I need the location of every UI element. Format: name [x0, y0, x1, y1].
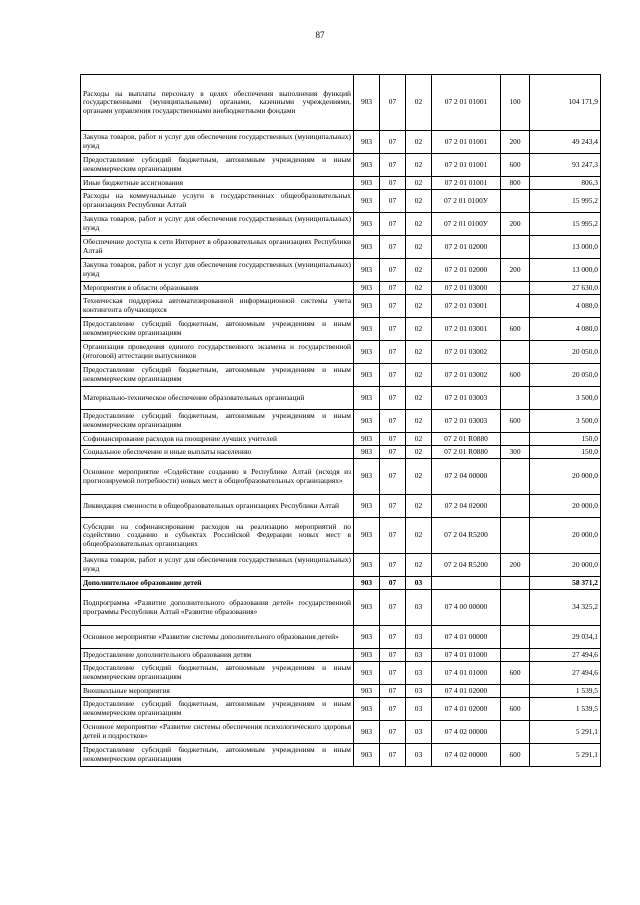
row-ministry-code: 903	[354, 236, 380, 259]
row-target-code: 07 2 01 03003	[432, 387, 501, 410]
row-section-code: 07	[380, 236, 406, 259]
row-expense-type-code	[501, 649, 530, 662]
row-sum: 13 000,0	[530, 259, 601, 282]
row-section-code: 07	[380, 410, 406, 433]
row-sum: 20 050,0	[530, 341, 601, 364]
row-expense-type-code	[501, 590, 530, 626]
row-target-code: 07 2 01 03002	[432, 341, 501, 364]
row-subsection-code: 03	[406, 685, 432, 698]
row-target-code: 07 2 01 01001	[432, 131, 501, 154]
row-subsection-code: 02	[406, 282, 432, 295]
table-row	[81, 649, 601, 662]
row-subsection-code: 02	[406, 459, 432, 495]
row-sum: 104 171,9	[530, 75, 601, 131]
row-expense-type-code: 200	[501, 259, 530, 282]
row-name: Основное мероприятие «Содействие созданию в Республике Алтай (исходя из прогнозируемой потребности) новых мест в общеобразовательных организациях»	[81, 459, 354, 495]
table-row	[81, 213, 601, 236]
row-sum: 1 539,5	[530, 698, 601, 721]
row-target-code: 07 2 01 03002	[432, 364, 501, 387]
row-target-code: 07 2 01 03003	[432, 410, 501, 433]
row-section-code: 07	[380, 446, 406, 459]
row-sum: 27 494,6	[530, 649, 601, 662]
row-subsection-code: 02	[406, 518, 432, 554]
row-section-code: 07	[380, 433, 406, 446]
row-section-code: 07	[380, 131, 406, 154]
table-row	[81, 554, 601, 577]
table-row	[81, 459, 601, 495]
row-name: Предоставление субсидий бюджетным, автономным учреждениям и иным некоммерческим организациям	[81, 154, 354, 177]
table-row	[81, 698, 601, 721]
row-expense-type-code: 600	[501, 744, 530, 767]
row-ministry-code: 903	[354, 131, 380, 154]
row-sum: 58 371,2	[530, 577, 601, 590]
row-section-code: 07	[380, 577, 406, 590]
row-sum: 93 247,3	[530, 154, 601, 177]
row-section-code: 07	[380, 662, 406, 685]
table-row	[81, 685, 601, 698]
row-expense-type-code: 200	[501, 554, 530, 577]
row-target-code: 07 4 01 02000	[432, 685, 501, 698]
row-sum: 5 291,1	[530, 744, 601, 767]
row-name: Предоставление дополнительного образования детям	[81, 649, 354, 662]
row-name: Расходы на коммунальные услуги в государственных общеобразовательных организациях Республики Алтай	[81, 190, 354, 213]
row-section-code: 07	[380, 190, 406, 213]
row-section-code: 07	[380, 698, 406, 721]
row-ministry-code: 903	[354, 177, 380, 190]
row-name: Предоставление субсидий бюджетным, автономным учреждениям и иным некоммерческим организациям	[81, 410, 354, 433]
row-ministry-code: 903	[354, 518, 380, 554]
row-section-code: 07	[380, 518, 406, 554]
row-name: Софинансирование расходов на поощрение лучших учителей	[81, 433, 354, 446]
row-ministry-code: 903	[354, 154, 380, 177]
row-name: Предоставление субсидий бюджетным, автономным учреждениям и иным некоммерческим организациям	[81, 698, 354, 721]
row-ministry-code: 903	[354, 744, 380, 767]
row-name: Социальное обеспечение и иные выплаты населению	[81, 446, 354, 459]
row-expense-type-code	[501, 626, 530, 649]
row-ministry-code: 903	[354, 75, 380, 131]
row-expense-type-code	[501, 190, 530, 213]
row-subsection-code: 02	[406, 410, 432, 433]
row-expense-type-code: 600	[501, 410, 530, 433]
row-name: Основное мероприятие «Развитие системы обеспечения психологического здоровья детей и подростков»	[81, 721, 354, 744]
row-section-code: 07	[380, 259, 406, 282]
row-expense-type-code	[501, 577, 530, 590]
row-sum: 150,0	[530, 433, 601, 446]
row-subsection-code: 02	[406, 446, 432, 459]
row-section-code: 07	[380, 213, 406, 236]
row-subsection-code: 03	[406, 590, 432, 626]
table-row	[81, 282, 601, 295]
row-name: Закупка товаров, работ и услуг для обеспечения государственных (муниципальных) нужд	[81, 259, 354, 282]
row-expense-type-code: 600	[501, 154, 530, 177]
row-ministry-code: 903	[354, 318, 380, 341]
row-expense-type-code	[501, 495, 530, 518]
table-row	[81, 495, 601, 518]
row-name: Субсидии на софинансирование расходов на реализацию мероприятий по содействию созданию в субъектах Российской Федерации новых мест в общеобразовательных организациях	[81, 518, 354, 554]
table-row	[81, 626, 601, 649]
table-row	[81, 236, 601, 259]
row-subsection-code: 02	[406, 433, 432, 446]
row-section-code: 07	[380, 649, 406, 662]
row-subsection-code: 02	[406, 387, 432, 410]
row-sum: 4 080,0	[530, 295, 601, 318]
table-row	[81, 744, 601, 767]
row-target-code: 07 4 01 02000	[432, 698, 501, 721]
table-row	[81, 387, 601, 410]
row-target-code: 07 4 02 00000	[432, 721, 501, 744]
row-target-code: 07 2 01 03000	[432, 282, 501, 295]
row-target-code: 07 2 01 02000	[432, 259, 501, 282]
row-name: Материально-техническое обеспечение образовательных организаций	[81, 387, 354, 410]
row-ministry-code: 903	[354, 341, 380, 364]
row-target-code: 07 4 01 00000	[432, 626, 501, 649]
table-row	[81, 190, 601, 213]
row-sum: 5 291,1	[530, 721, 601, 744]
table-row	[81, 518, 601, 554]
row-sum: 27 630,0	[530, 282, 601, 295]
row-ministry-code: 903	[354, 495, 380, 518]
row-sum: 20 000,0	[530, 495, 601, 518]
row-subsection-code: 03	[406, 649, 432, 662]
row-sum: 150,0	[530, 446, 601, 459]
row-subsection-code: 02	[406, 495, 432, 518]
row-expense-type-code: 800	[501, 177, 530, 190]
row-target-code: 07 4 01 01000	[432, 662, 501, 685]
row-target-code: 07 2 01 0100У	[432, 190, 501, 213]
row-sum: 15 995,2	[530, 190, 601, 213]
row-sum: 20 000,0	[530, 554, 601, 577]
table-row	[81, 259, 601, 282]
row-name: Основное мероприятие «Развитие системы дополнительного образования детей»	[81, 626, 354, 649]
row-ministry-code: 903	[354, 649, 380, 662]
row-ministry-code: 903	[354, 662, 380, 685]
row-target-code: 07 4 01 01000	[432, 649, 501, 662]
row-section-code: 07	[380, 626, 406, 649]
row-ministry-code: 903	[354, 387, 380, 410]
row-ministry-code: 903	[354, 213, 380, 236]
table-row	[81, 154, 601, 177]
table-row	[81, 318, 601, 341]
row-section-code: 07	[380, 154, 406, 177]
row-ministry-code: 903	[354, 410, 380, 433]
row-subsection-code: 02	[406, 318, 432, 341]
row-expense-type-code	[501, 236, 530, 259]
row-target-code: 07 2 01 R0880	[432, 433, 501, 446]
row-subsection-code: 03	[406, 626, 432, 649]
row-name: Иные бюджетные ассигнования	[81, 177, 354, 190]
row-name: Ликвидация сменности в общеобразовательных организациях Республики Алтай	[81, 495, 354, 518]
row-ministry-code: 903	[354, 446, 380, 459]
row-sum: 4 080,0	[530, 318, 601, 341]
row-expense-type-code	[501, 387, 530, 410]
row-subsection-code: 03	[406, 662, 432, 685]
row-sum: 3 500,0	[530, 387, 601, 410]
row-expense-type-code: 600	[501, 364, 530, 387]
table-row	[81, 590, 601, 626]
row-section-code: 07	[380, 495, 406, 518]
row-expense-type-code: 300	[501, 446, 530, 459]
row-subsection-code: 02	[406, 75, 432, 131]
row-target-code	[432, 577, 501, 590]
row-name: Предоставление субсидий бюджетным, автономным учреждениям и иным некоммерческим организациям	[81, 662, 354, 685]
row-subsection-code: 02	[406, 154, 432, 177]
row-ministry-code: 903	[354, 721, 380, 744]
row-sum: 27 494,6	[530, 662, 601, 685]
row-subsection-code: 02	[406, 190, 432, 213]
row-name: Предоставление субсидий бюджетным, автономным учреждениям и иным некоммерческим организациям	[81, 744, 354, 767]
row-expense-type-code: 600	[501, 698, 530, 721]
table-row	[81, 410, 601, 433]
row-expense-type-code	[501, 685, 530, 698]
row-ministry-code: 903	[354, 433, 380, 446]
table-row	[81, 364, 601, 387]
row-ministry-code: 903	[354, 459, 380, 495]
row-target-code: 07 2 04 R5200	[432, 554, 501, 577]
row-subsection-code: 02	[406, 259, 432, 282]
row-expense-type-code	[501, 341, 530, 364]
row-ministry-code: 903	[354, 685, 380, 698]
row-name: Организация проведения единого государственного экзамена и государственной (итоговой) аттестации выпускников	[81, 341, 354, 364]
row-ministry-code: 903	[354, 577, 380, 590]
row-expense-type-code	[501, 518, 530, 554]
row-sum: 34 325,2	[530, 590, 601, 626]
table-row	[81, 295, 601, 318]
row-section-code: 07	[380, 177, 406, 190]
row-section-code: 07	[380, 75, 406, 131]
table-row	[81, 433, 601, 446]
row-ministry-code: 903	[354, 295, 380, 318]
row-ministry-code: 903	[354, 190, 380, 213]
table-row	[81, 662, 601, 685]
row-section-code: 07	[380, 387, 406, 410]
row-expense-type-code: 200	[501, 213, 530, 236]
row-name: Дополнительное образование детей	[81, 577, 354, 590]
row-name: Закупка товаров, работ и услуг для обеспечения государственных (муниципальных) нужд	[81, 213, 354, 236]
row-subsection-code: 03	[406, 698, 432, 721]
row-subsection-code: 02	[406, 131, 432, 154]
row-expense-type-code	[501, 433, 530, 446]
table-row	[81, 721, 601, 744]
row-target-code: 07 2 01 03001	[432, 318, 501, 341]
row-expense-type-code: 600	[501, 662, 530, 685]
row-target-code: 07 2 04 02000	[432, 495, 501, 518]
row-target-code: 07 2 01 01001	[432, 154, 501, 177]
row-sum: 49 243,4	[530, 131, 601, 154]
table-row	[81, 75, 601, 131]
row-sum: 20 050,0	[530, 364, 601, 387]
row-name: Техническая поддержка автоматизированной информационной системы учета контингента обучающихся	[81, 295, 354, 318]
row-name: Закупка товаров, работ и услуг для обеспечения государственных (муниципальных) нужд	[81, 131, 354, 154]
row-subsection-code: 03	[406, 577, 432, 590]
row-name: Мероприятия в области образования	[81, 282, 354, 295]
row-target-code: 07 2 01 R0880	[432, 446, 501, 459]
row-section-code: 07	[380, 364, 406, 387]
row-target-code: 07 2 01 01001	[432, 75, 501, 131]
row-sum: 15 995,2	[530, 213, 601, 236]
row-subsection-code: 03	[406, 721, 432, 744]
row-expense-type-code	[501, 295, 530, 318]
row-name: Обеспечение доступа к сети Интернет в образовательных организациях Республики Алтай	[81, 236, 354, 259]
row-name: Расходы на выплаты персоналу в целях обеспечения выполнения функций государственными (муниципальными) органами, казенными учреждениями, органами управления государственными внебюджетными фондами	[81, 75, 354, 131]
row-name: Подпрограмма «Развитие дополнительного образования детей» государственной программы Республики Алтай «Развитие образования»	[81, 590, 354, 626]
row-name: Предоставление субсидий бюджетным, автономным учреждениям и иным некоммерческим организациям	[81, 318, 354, 341]
row-section-code: 07	[380, 282, 406, 295]
row-ministry-code: 903	[354, 554, 380, 577]
row-ministry-code: 903	[354, 259, 380, 282]
row-sum: 13 000,0	[530, 236, 601, 259]
table-row	[81, 177, 601, 190]
table-row	[81, 577, 601, 590]
row-name: Закупка товаров, работ и услуг для обеспечения государственных (муниципальных) нужд	[81, 554, 354, 577]
row-target-code: 07 2 04 00000	[432, 459, 501, 495]
row-ministry-code: 903	[354, 698, 380, 721]
row-section-code: 07	[380, 685, 406, 698]
row-target-code: 07 2 01 01001	[432, 177, 501, 190]
table-row	[81, 131, 601, 154]
row-section-code: 07	[380, 318, 406, 341]
table-row	[81, 341, 601, 364]
row-ministry-code: 903	[354, 590, 380, 626]
row-subsection-code: 02	[406, 364, 432, 387]
table-row	[81, 446, 601, 459]
row-sum: 806,3	[530, 177, 601, 190]
row-target-code: 07 2 01 03001	[432, 295, 501, 318]
row-expense-type-code	[501, 459, 530, 495]
row-sum: 20 000,0	[530, 459, 601, 495]
row-expense-type-code: 100	[501, 75, 530, 131]
row-target-code: 07 4 02 00000	[432, 744, 501, 767]
row-section-code: 07	[380, 721, 406, 744]
row-section-code: 07	[380, 554, 406, 577]
row-expense-type-code	[501, 282, 530, 295]
row-ministry-code: 903	[354, 282, 380, 295]
row-sum: 29 034,1	[530, 626, 601, 649]
budget-table-body	[81, 75, 601, 767]
row-subsection-code: 03	[406, 744, 432, 767]
row-expense-type-code: 600	[501, 318, 530, 341]
row-subsection-code: 02	[406, 554, 432, 577]
row-expense-type-code	[501, 721, 530, 744]
row-subsection-code: 02	[406, 177, 432, 190]
row-section-code: 07	[380, 295, 406, 318]
row-section-code: 07	[380, 459, 406, 495]
row-target-code: 07 2 04 R5200	[432, 518, 501, 554]
row-name: Предоставление субсидий бюджетным, автономным учреждениям и иным некоммерческим организациям	[81, 364, 354, 387]
budget-table	[80, 74, 601, 767]
row-subsection-code: 02	[406, 236, 432, 259]
row-target-code: 07 2 01 02000	[432, 236, 501, 259]
row-subsection-code: 02	[406, 213, 432, 236]
row-ministry-code: 903	[354, 364, 380, 387]
row-sum: 20 000,0	[530, 518, 601, 554]
row-name: Внешкольные мероприятия	[81, 685, 354, 698]
row-section-code: 07	[380, 341, 406, 364]
row-target-code: 07 2 01 0100У	[432, 213, 501, 236]
page-number: 87	[315, 30, 325, 40]
row-target-code: 07 4 00 00000	[432, 590, 501, 626]
row-subsection-code: 02	[406, 295, 432, 318]
row-sum: 1 539,5	[530, 685, 601, 698]
row-ministry-code: 903	[354, 626, 380, 649]
row-section-code: 07	[380, 744, 406, 767]
row-sum: 3 500,0	[530, 410, 601, 433]
row-section-code: 07	[380, 590, 406, 626]
row-expense-type-code: 200	[501, 131, 530, 154]
row-subsection-code: 02	[406, 341, 432, 364]
